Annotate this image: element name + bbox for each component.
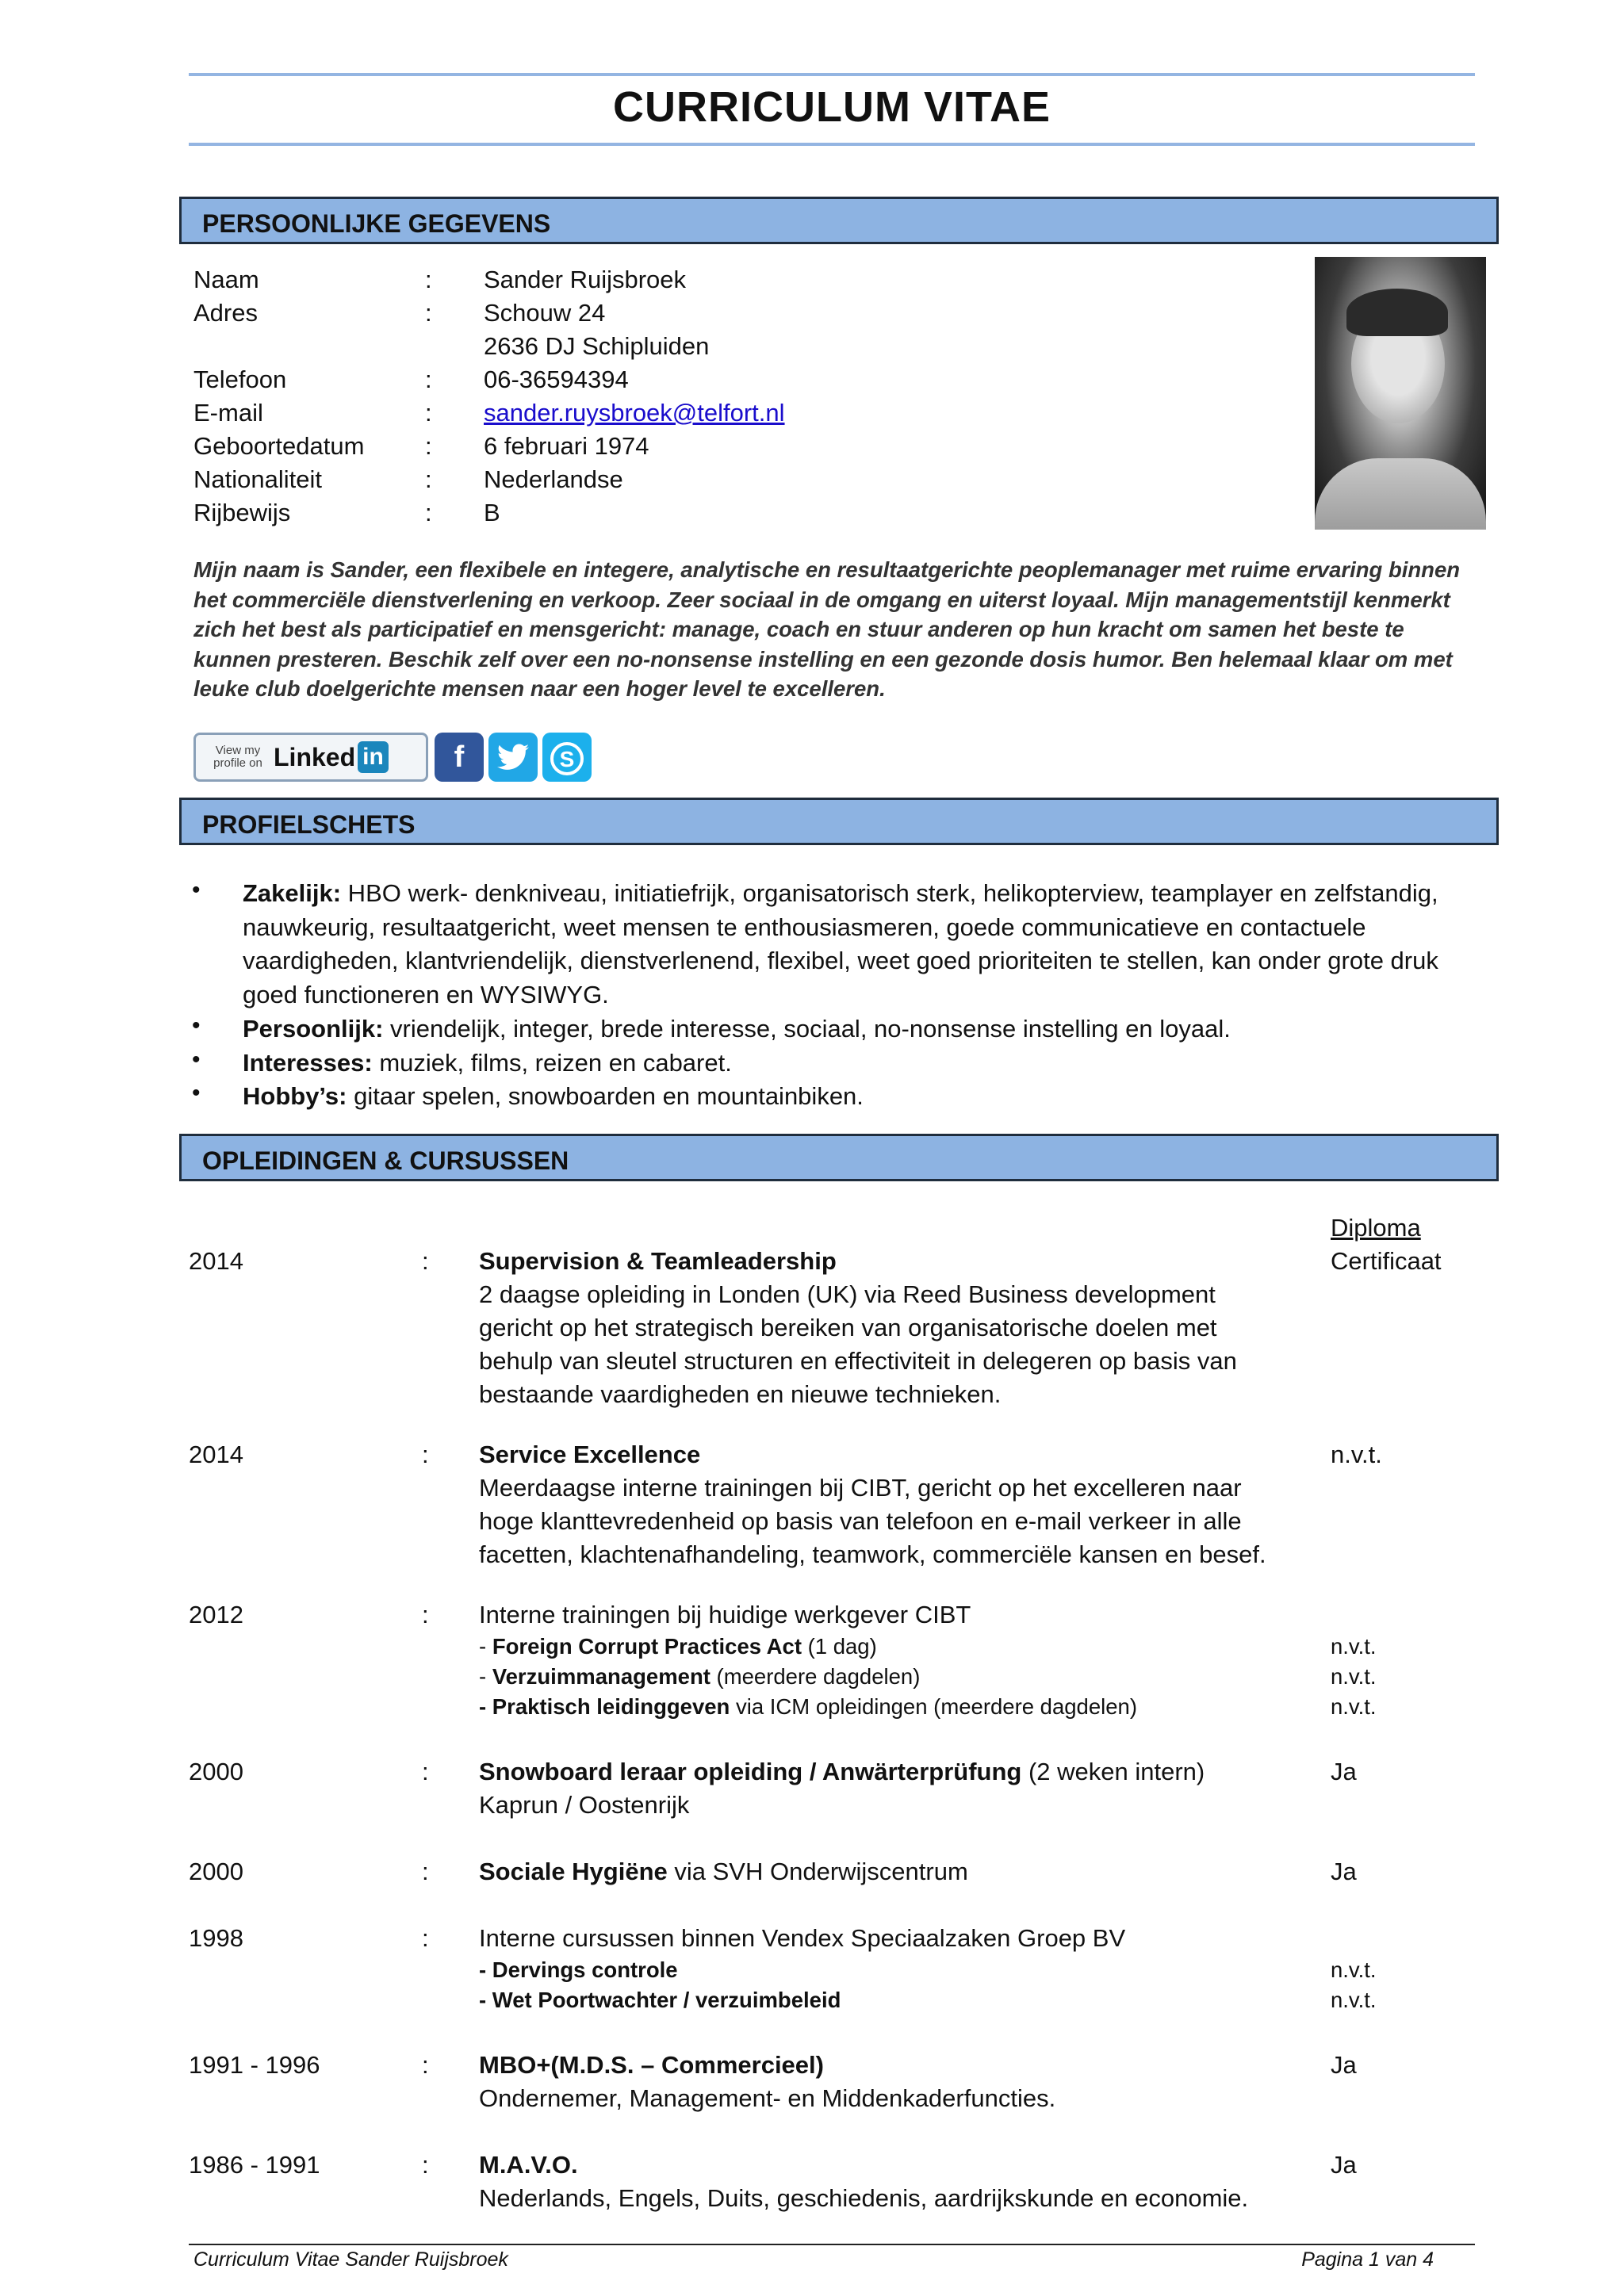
profile-photo [1315, 257, 1486, 530]
edu-sub: - Wet Poortwachter / verzuimbeleid [479, 1988, 841, 2012]
facebook-icon: f [454, 740, 465, 774]
value-adres: Schouw 24 [484, 299, 606, 327]
footer-left: Curriculum Vitae Sander Ruijsbroek [193, 2248, 508, 2271]
edu-entry-body [479, 2149, 1248, 2215]
edu-year: 1986 - 1991 [189, 2151, 320, 2179]
colon: : [422, 2051, 429, 2079]
edu-diploma: Certificaat [1331, 1247, 1442, 1275]
edu-title-post: via SVH Onderwijscentrum [667, 1858, 968, 1885]
document-title: CURRICULUM VITAE [613, 83, 1051, 131]
edu-title: M.A.V.O. [479, 2151, 578, 2179]
edu-line: Nederlands, Engels, Duits, geschiedenis, aardrijkskunde en economie. [479, 2184, 1249, 2212]
value-naam: Sander Ruijsbroek [484, 266, 687, 293]
profile-head: Hobby’s: [243, 1082, 347, 1110]
label-rijbewijs: Rijbewijs [193, 499, 291, 526]
edu-sub: - Verzuimmanagement (meerdere dagdelen) [479, 1664, 921, 1689]
skype-icon: S [550, 742, 584, 775]
colon: : [422, 1441, 429, 1468]
edu-title-post: (2 weken intern) [1021, 1758, 1205, 1785]
profile-line: gitaar spelen, snowboarden en mountainbiken. [347, 1082, 864, 1110]
edu-diploma: n.v.t. [1331, 1988, 1377, 2012]
edu-entry-body [479, 1855, 968, 1888]
edu-title: Sociale Hygiëne [479, 1858, 668, 1885]
edu-title: Snowboard leraar opleiding / Anwärterprüfung [479, 1758, 1022, 1785]
edu-title: Supervision & Teamleadership [479, 1247, 837, 1275]
colon: : [425, 399, 432, 427]
value-geboortedatum: 6 februari 1974 [484, 432, 649, 460]
email-link[interactable]: sander.ruysbroek@telfort.nl [484, 399, 785, 427]
colon: : [422, 1601, 429, 1628]
colon: : [425, 465, 432, 493]
colon: : [425, 266, 432, 293]
profile-head: Persoonlijk: [243, 1015, 384, 1043]
edu-sub: - Praktisch leidinggeven via ICM opleidingen (meerdere dagdelen) [479, 1694, 1137, 1719]
section-profile [179, 798, 1499, 845]
edu-diploma: Ja [1331, 1858, 1357, 1885]
edu-intro: Interne cursussen binnen Vendex Speciaalzaken Groep BV [479, 1924, 1126, 1952]
edu-title: Service Excellence [479, 1441, 701, 1468]
skype-button[interactable] [542, 733, 592, 782]
edu-entry-body [479, 2049, 1055, 2115]
edu-year: 1998 [189, 1924, 243, 1952]
profile-line: muziek, films, reizen en cabaret. [372, 1049, 732, 1077]
linkedin-wordmark: Linked [274, 742, 356, 771]
profile-head: Interesses: [243, 1049, 373, 1077]
section-profile-title: PROFIELSCHETS [202, 810, 416, 839]
edu-diploma: n.v.t. [1331, 1694, 1377, 1719]
label-telefoon: Telefoon [193, 365, 287, 393]
bullet-icon: • [192, 1080, 201, 1106]
section-education-title: OPLEIDINGEN & CURSUSSEN [202, 1146, 569, 1175]
title-rule-top [189, 73, 1475, 76]
colon: : [422, 1247, 429, 1275]
edu-line: Ondernemer, Management- en Middenkaderfuncties. [479, 2084, 1056, 2112]
edu-year: 1991 - 1996 [189, 2051, 320, 2079]
colon: : [422, 1858, 429, 1885]
colon: : [422, 1924, 429, 1952]
label-geboortedatum: Geboortedatum [193, 432, 365, 460]
edu-line: Kaprun / Oostenrijk [479, 1791, 690, 1819]
section-personal-title: PERSOONLIJKE GEGEVENS [202, 209, 551, 238]
colon: : [425, 365, 432, 393]
section-education [179, 1134, 1499, 1181]
twitter-icon [497, 744, 529, 771]
edu-line: Meerdaagse interne trainingen bij CIBT, gericht op het excelleren naar [479, 1474, 1242, 1502]
edu-diploma: n.v.t. [1331, 1634, 1377, 1659]
edu-intro: Interne trainingen bij huidige werkgever CIBT [479, 1601, 971, 1628]
edu-year: 2012 [189, 1601, 243, 1628]
edu-diploma: Ja [1331, 2051, 1357, 2079]
bullet-icon: • [192, 1012, 201, 1039]
value-rijbewijs: B [484, 499, 500, 526]
profile-item-hobbys [243, 1080, 1496, 1114]
colon: : [425, 299, 432, 327]
edu-line: hoge klanttevredenheid op basis van telefoon en e-mail verkeer in alle [479, 1507, 1242, 1535]
footer-rule [189, 2244, 1475, 2245]
edu-line: 2 daagse opleiding in Londen (UK) via Reed Business development [479, 1280, 1216, 1308]
profile-item-zakelijk [243, 877, 1496, 1012]
edu-diploma: Ja [1331, 2151, 1357, 2179]
linkedin-button[interactable] [193, 733, 428, 782]
edu-line: behulp van sleutel structuren en effectiviteit in delegeren op basis van [479, 1347, 1237, 1375]
value-telefoon: 06-36594394 [484, 365, 629, 393]
colon: : [425, 432, 432, 460]
profile-head: Zakelijk: [243, 879, 342, 907]
edu-year: 2000 [189, 1858, 243, 1885]
edu-year: 2014 [189, 1247, 243, 1275]
edu-diploma: n.v.t. [1331, 1441, 1382, 1468]
facebook-button[interactable] [435, 733, 484, 782]
title-rule-bottom [189, 143, 1475, 146]
colon: : [422, 1758, 429, 1785]
colon: : [425, 499, 432, 526]
edu-sub: - Dervings controle [479, 1957, 678, 1982]
label-nationaliteit: Nationaliteit [193, 465, 322, 493]
profile-line: vriendelijk, integer, brede interesse, sociaal, no-nonsense instelling en loyaal. [383, 1015, 1231, 1043]
edu-diploma: Ja [1331, 1758, 1357, 1785]
twitter-button[interactable] [488, 733, 538, 782]
value-adres-2: 2636 DJ Schipluiden [484, 332, 710, 360]
profile-line: nauwkeurig, resultaatgericht, weet mensen te enthousiasmeren, goede communicatieve en contactuele [243, 913, 1366, 941]
label-naam: Naam [193, 266, 259, 293]
edu-line: facetten, klachtenafhandeling, teamwork, commerciële kansen en besef. [479, 1540, 1266, 1568]
edu-diploma: n.v.t. [1331, 1957, 1377, 1982]
edu-entry-body [479, 1245, 1237, 1411]
profile-item-persoonlijk [243, 1012, 1496, 1047]
edu-entry-body [479, 1438, 1266, 1571]
edu-title: MBO+(M.D.S. – Commercieel) [479, 2051, 824, 2079]
profile-line: HBO werk- denkniveau, initiatiefrijk, organisatorisch sterk, helikopterview, teamplayer en zelfstandig, [341, 879, 1438, 907]
section-personal [179, 197, 1499, 244]
edu-line: bestaande vaardigheden en nieuwe technieken. [479, 1380, 1002, 1408]
footer-page-number: Pagina 1 van 4 [1301, 2248, 1434, 2271]
bullet-icon: • [192, 877, 201, 903]
edu-diploma: n.v.t. [1331, 1664, 1377, 1689]
edu-sub: - Foreign Corrupt Practices Act (1 dag) [479, 1634, 877, 1659]
diploma-column-header: Diploma [1331, 1214, 1421, 1242]
edu-line: gericht op het strategisch bereiken van organisatorische doelen met [479, 1314, 1217, 1341]
label-adres: Adres [193, 299, 258, 327]
colon: : [422, 2151, 429, 2179]
bullet-icon: • [192, 1047, 201, 1073]
linkedin-icon: in [358, 741, 389, 773]
profile-item-interesses [243, 1047, 1496, 1081]
profile-line: goed functioneren en WYSIWYG. [243, 981, 609, 1009]
value-nationaliteit: Nederlandse [484, 465, 623, 493]
profile-line: vaardigheden, klantvriendelijk, dienstverlenend, flexibel, weet goed prioriteiten te stellen, kan onder grote druk [243, 947, 1438, 975]
label-email: E-mail [193, 399, 263, 427]
edu-entry-body [479, 1755, 1205, 1822]
edu-year: 2014 [189, 1441, 243, 1468]
intro-text: Mijn naam is Sander, een flexibele en integere, analytische en resultaatgerichte peoplemanager met ruime ervaring binnen het commerciële dienstverlening en verkoop. Zeer sociaal in de omgang en uiterst loyaal. Mijn managementstijl kenmerkt zich het best als participatief en mensgericht: manage, coach en stuur anderen op hun kracht om samen het beste te kunnen presteren. Beschik zelf over een no-nonsense instelling en een gezonde dosis humor. Ben helemaal klaar om met leuke club doelgerichte mensen naar een hoger level te excelleren. [193, 557, 1461, 702]
linkedin-small-text: View my profile on [213, 744, 262, 770]
edu-year: 2000 [189, 1758, 243, 1785]
